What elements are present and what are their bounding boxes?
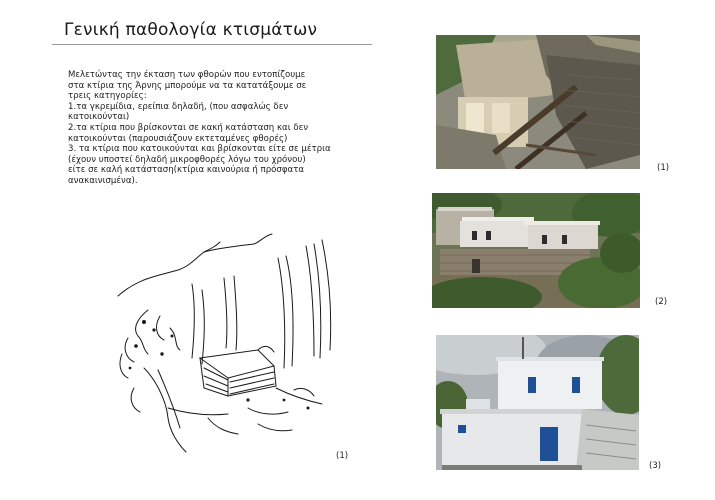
intro-line: τρεις κατηγορίες:	[68, 91, 147, 102]
ruin-sketch	[108, 218, 358, 458]
sketch-caption: (1)	[336, 451, 349, 461]
intro-line: (έχουν υποστεί δηλαδή μικροφθορές λόγω του χρόνου)	[68, 154, 306, 165]
intro-line: είτε σε καλή κατάσταση(κτίρια καινούρια ή πρόσφατα	[68, 165, 305, 176]
intro-line: 1.τα γκρεμίδια, ερείπια δηλαδή, (που ασφαλώς δεν	[68, 101, 289, 112]
page-title: Γενική παθολογία κτισμάτων	[64, 20, 318, 40]
intro-paragraph	[68, 70, 368, 187]
photo-renovated-house	[436, 335, 639, 470]
intro-line: 2.τα κτίρια που βρίσκονται σε κακή κατάσταση και δεν	[68, 122, 309, 133]
photo2-caption: (2)	[655, 297, 668, 307]
intro-line: ανακαινισμένα).	[68, 175, 138, 186]
intro-line: 3. τα κτίρια που κατοικούνται και βρίσκονται είτε σε μέτρια	[68, 144, 331, 155]
photo-hillside-houses	[432, 193, 640, 308]
intro-line: στα κτίρια της Άρνης μπορούμε να τα κατατάξουμε σε	[68, 80, 307, 91]
intro-line: κατοικούνται (παρουσιάζουν εκτεταμένες φθορές)	[68, 133, 288, 144]
title-divider	[52, 44, 372, 45]
photo3-caption: (3)	[649, 461, 662, 471]
intro-line: Μελετώντας την έκταση των φθορών που εντοπίζουμε	[68, 70, 306, 80]
photo1-caption: (1)	[657, 163, 670, 173]
intro-line: κατοικούνται)	[68, 112, 130, 123]
photo-ruin	[436, 35, 640, 169]
